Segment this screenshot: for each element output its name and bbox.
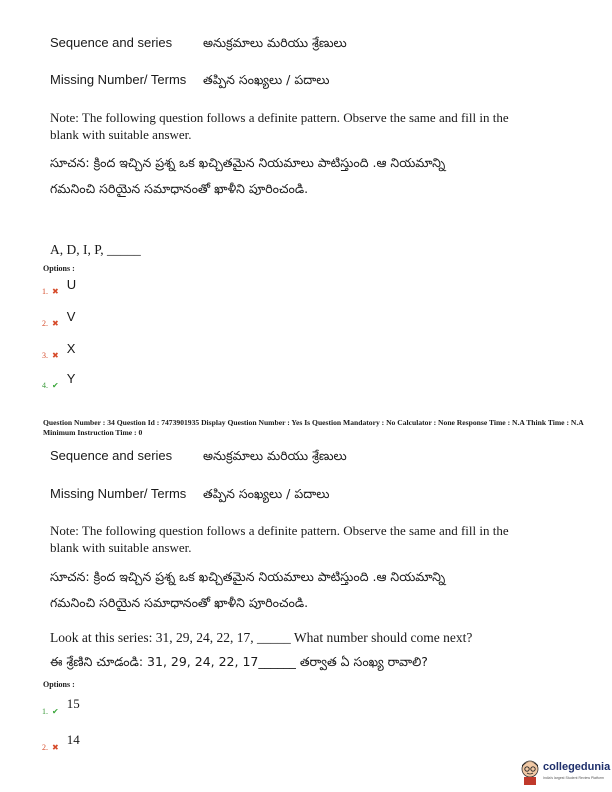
question-meta: Question Number : 34 Question Id : 7473901935 Display Question Number : Yes Is Question Mandatory : No Calculator : None Response Time : N.A Think Time : N.A Minimum Instruction Time : 0	[43, 418, 584, 437]
topic-label-telugu: తప్పిన సంఖ్యలు / పదాలు	[203, 72, 330, 87]
note-english: Note: The following question follows a definite pattern. Observe the same and fill in the blank with suitable answer.	[50, 110, 509, 142]
options-label: Options :	[43, 264, 75, 273]
note-english: Note: The following question follows a definite pattern. Observe the same and fill in the blank with suitable answer.	[50, 523, 509, 555]
logo-tagline: India's largest Student Review Platform	[543, 776, 604, 780]
mascot-icon	[519, 759, 541, 785]
note-telugu-line1: సూచన: క్రింద ఇచ్చిన ప్రశ్న ఒక ఖచ్చితమైన నియమాలు పాటిస్తుంది .ఆ నియమాన్ని	[50, 155, 446, 170]
option-text: 14	[66, 732, 80, 747]
question-text: Look at this series: 31, 29, 24, 22, 17, _____ What number should come next?	[50, 630, 473, 645]
option-text: V	[66, 309, 76, 324]
note-telugu-line2: గమనించి సరియైన సమాధానంతో ఖాళీని పూరించండి.	[50, 595, 309, 610]
option-1[interactable]	[42, 277, 77, 299]
question-text-telugu: ఈ శ్రేణిని చూడండి: 31, 29, 24, 22, 17______ తర్వాత ఏ సంఖ్య రావాలి?	[50, 654, 428, 669]
options-label: Options :	[43, 680, 75, 689]
topic-label: Missing Number/ Terms	[50, 72, 187, 87]
cross-icon: ✖	[52, 351, 59, 360]
option-3[interactable]	[42, 341, 76, 363]
subject-label: Sequence and series	[50, 35, 173, 50]
option-text: U	[66, 277, 77, 292]
topic-label: Missing Number/ Terms	[50, 486, 187, 501]
cross-icon: ✖	[52, 319, 59, 328]
topic-label-telugu: తప్పిన సంఖ్యలు / పదాలు	[203, 486, 330, 501]
question-text: A, D, I, P, _____	[50, 242, 141, 257]
option-number: 1.	[42, 707, 48, 716]
option-2[interactable]	[42, 309, 76, 331]
option-number: 3.	[42, 351, 48, 360]
option-4[interactable]	[42, 371, 76, 393]
collegedunia-logo	[519, 757, 612, 787]
logo-name: collegedunia	[543, 761, 611, 773]
option-text: 15	[66, 696, 80, 711]
option-number: 4.	[42, 381, 48, 390]
check-icon: ✔	[52, 381, 59, 390]
option-text: Y	[66, 371, 76, 386]
subject-label-telugu: అనుక్రమాలు మరియు శ్రేణులు	[203, 448, 347, 463]
subject-label-telugu: అనుక్రమాలు మరియు శ్రేణులు	[203, 35, 347, 50]
note-telugu-line2: గమనించి సరియైన సమాధానంతో ఖాళీని పూరించండి.	[50, 181, 309, 196]
subject-label: Sequence and series	[50, 448, 173, 463]
option-number: 2.	[42, 743, 48, 752]
check-icon: ✔	[52, 707, 59, 716]
option-number: 1.	[42, 287, 48, 296]
option-1[interactable]	[42, 696, 80, 719]
cross-icon: ✖	[52, 743, 59, 752]
cross-icon: ✖	[52, 287, 59, 296]
option-number: 2.	[42, 319, 48, 328]
option-2[interactable]	[42, 732, 80, 755]
note-telugu-line1: సూచన: క్రింద ఇచ్చిన ప్రశ్న ఒక ఖచ్చితమైన నియమాలు పాటిస్తుంది .ఆ నియమాన్ని	[50, 569, 446, 584]
option-text: X	[66, 341, 76, 356]
